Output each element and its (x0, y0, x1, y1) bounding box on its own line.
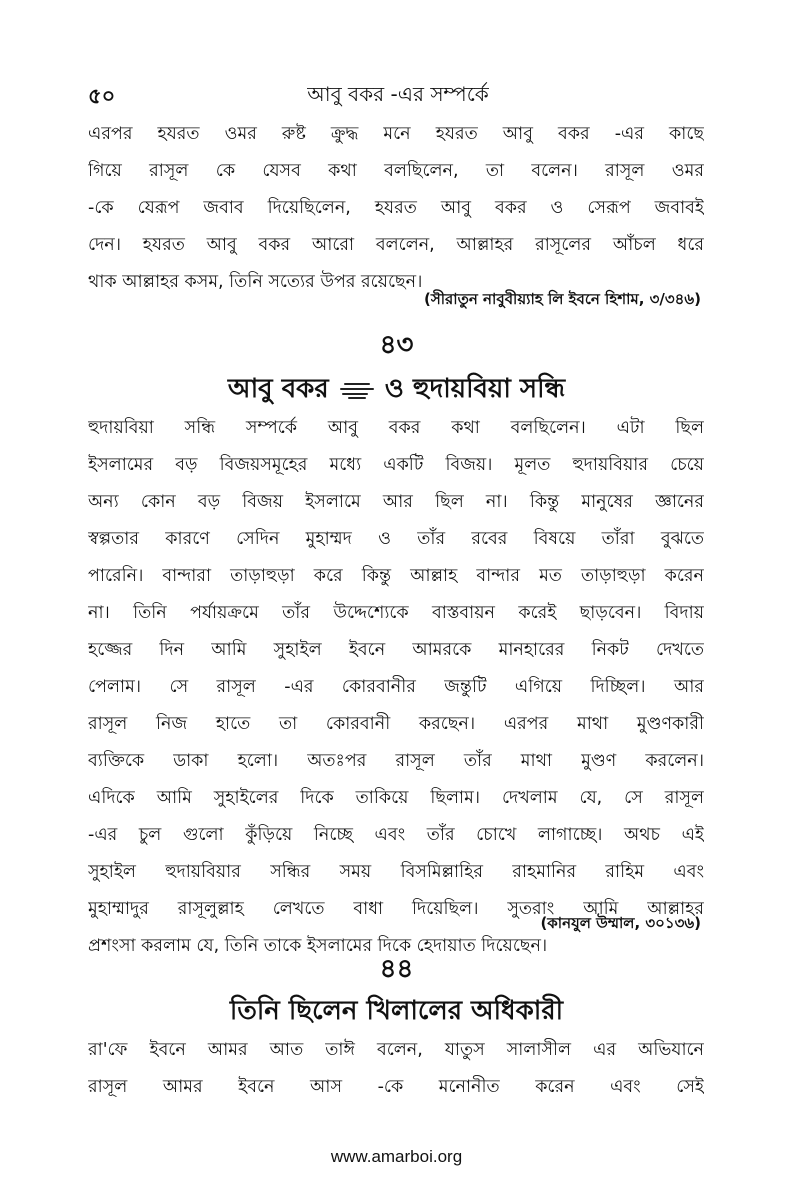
text-line: রাসূল আমর ইবনে আস -কে মনোনীত করেন এবং সেই (88, 1077, 704, 1097)
text-line: -কে যেরূপ জবাব দিয়েছিলেন, হযরত আবু বকর ও সেরূপ জবাবই (88, 198, 704, 218)
text-line: এদিকে আমি সুহাইলের দিকে তাকিয়ে ছিলাম। দেখলাম যে, সে রাসূল (88, 788, 704, 808)
text-line: রা'ফে ইবনে আমর আত তাঈ বলেন, যাতুস সালাসীল এর অভিযানে (88, 1040, 704, 1060)
text-line: স্বল্পতার কারণে সেদিন মুহাম্মদ ও তাঁর রবের বিষয়ে তাঁরা বুঝতে (88, 529, 704, 549)
text-line: দেন। হযরত আবু বকর আরো বললেন, আল্লাহর রাসূলের আঁচল ধরে (88, 235, 704, 255)
running-header (88, 80, 708, 110)
text-line: না। তিনি পর্যায়ক্রমে তাঁর উদ্দেশ্যেকে বাস্তবায়ন করেই ছাড়বেন। বিদায় (88, 603, 704, 623)
footer-website: www.amarboi.org (330, 1147, 463, 1166)
paragraph-khilal (88, 1032, 704, 1106)
page-number: ৫০ (88, 84, 116, 108)
text-line: মুহাম্মাদুর রাসূলুল্লাহ লেখতে বাধা দিয়েছিল। সুতরাং আমি আল্লাহর (88, 899, 704, 919)
chapter-title-part1: আবু বকর (227, 374, 329, 404)
chapter-title-43 (0, 368, 793, 412)
text-line: পেলাম। সে রাসূল -এর কোরবানীর জন্তুটি এগিয়ে দিচ্ছিল। আর (88, 677, 704, 697)
text-line: প্রশংসা করলাম যে, তিনি তাকে ইসলামের দিকে হেদায়াত দিয়েছেন। (88, 936, 548, 956)
text-line: -এর চুল গুলো কুঁড়িয়ে নিচ্ছে এবং তাঁর চোখে লাগাচ্ছে। অথচ এই (88, 825, 704, 845)
paragraph-continuation (88, 116, 704, 301)
text-line: অন্য কোন বড় বিজয় ইসলামে আর ছিল না। কিন্তু মানুষের জ্ঞানের (88, 492, 704, 512)
text-line: এরপর হযরত ওমর রুষ্ট ক্রুদ্ধ মনে হযরত আবু বকর -এর কাছে (88, 124, 704, 144)
chapter-number-44: ৪৪ (379, 954, 414, 984)
text-line: গিয়ে রাসূল কে যেসব কথা বলছিলেন, তা বলেন। রাসূল ওমর (88, 161, 704, 181)
chapter-title-44: তিনি ছিলেন খিলালের অধিকারী (229, 996, 564, 1026)
text-line: ইসলামের বড় বিজয়সমূহের মধ্যে একটি বিজয়। মূলত হুদায়বিয়ার চেয়ে (88, 455, 704, 475)
text-line: থাক আল্লাহর কসম, তিনি সত্যের উপর রয়েছেন। (88, 272, 423, 292)
paragraph-hudaybiyyah (88, 410, 704, 965)
chapter-title-part2: ও হুদায়বিয়া সন্ধি (384, 374, 566, 404)
text-line: রাসূল নিজ হাতে তা কোরবানী করছেন। এরপর মাথা মুণ্ডণকারী (88, 714, 704, 734)
citation-sirah: (সীরাতুন নাবুবীয়্যাহ লি ইবনে হিশাম, ৩/৩৪৬) (423, 290, 701, 308)
text-line: সুহাইল হুদায়বিয়ার সন্ধির সময় বিসমিল্লাহির রাহমানির রাহিম এবং (88, 862, 704, 882)
running-title: আবু বকর -এর সম্পর্কে (307, 82, 489, 106)
chapter-number-43: ৪৩ (379, 330, 414, 360)
text-line: হজ্জের দিন আমি সুহাইল ইবনে আমরকে মানহারের নিকট দেখতে (88, 640, 704, 660)
citation-kanzul-ummal: (কানযুল উম্মাল, ৩০১৩৬) (540, 914, 701, 932)
honorific-seal-icon (340, 380, 374, 400)
text-line: ব্যক্তিকে ডাকা হলো। অতঃপর রাসূল তাঁর মাথা মুণ্ডণ করলেন। (88, 751, 704, 771)
text-line: পারেনি। বান্দারা তাড়াহুড়া করে কিন্তু আল্লাহ বান্দার মত তাড়াহুড়া করেন (88, 566, 704, 586)
text-line: হুদায়বিয়া সন্ধি সম্পর্কে আবু বকর কথা বলছিলেন। এটা ছিল (88, 418, 704, 438)
